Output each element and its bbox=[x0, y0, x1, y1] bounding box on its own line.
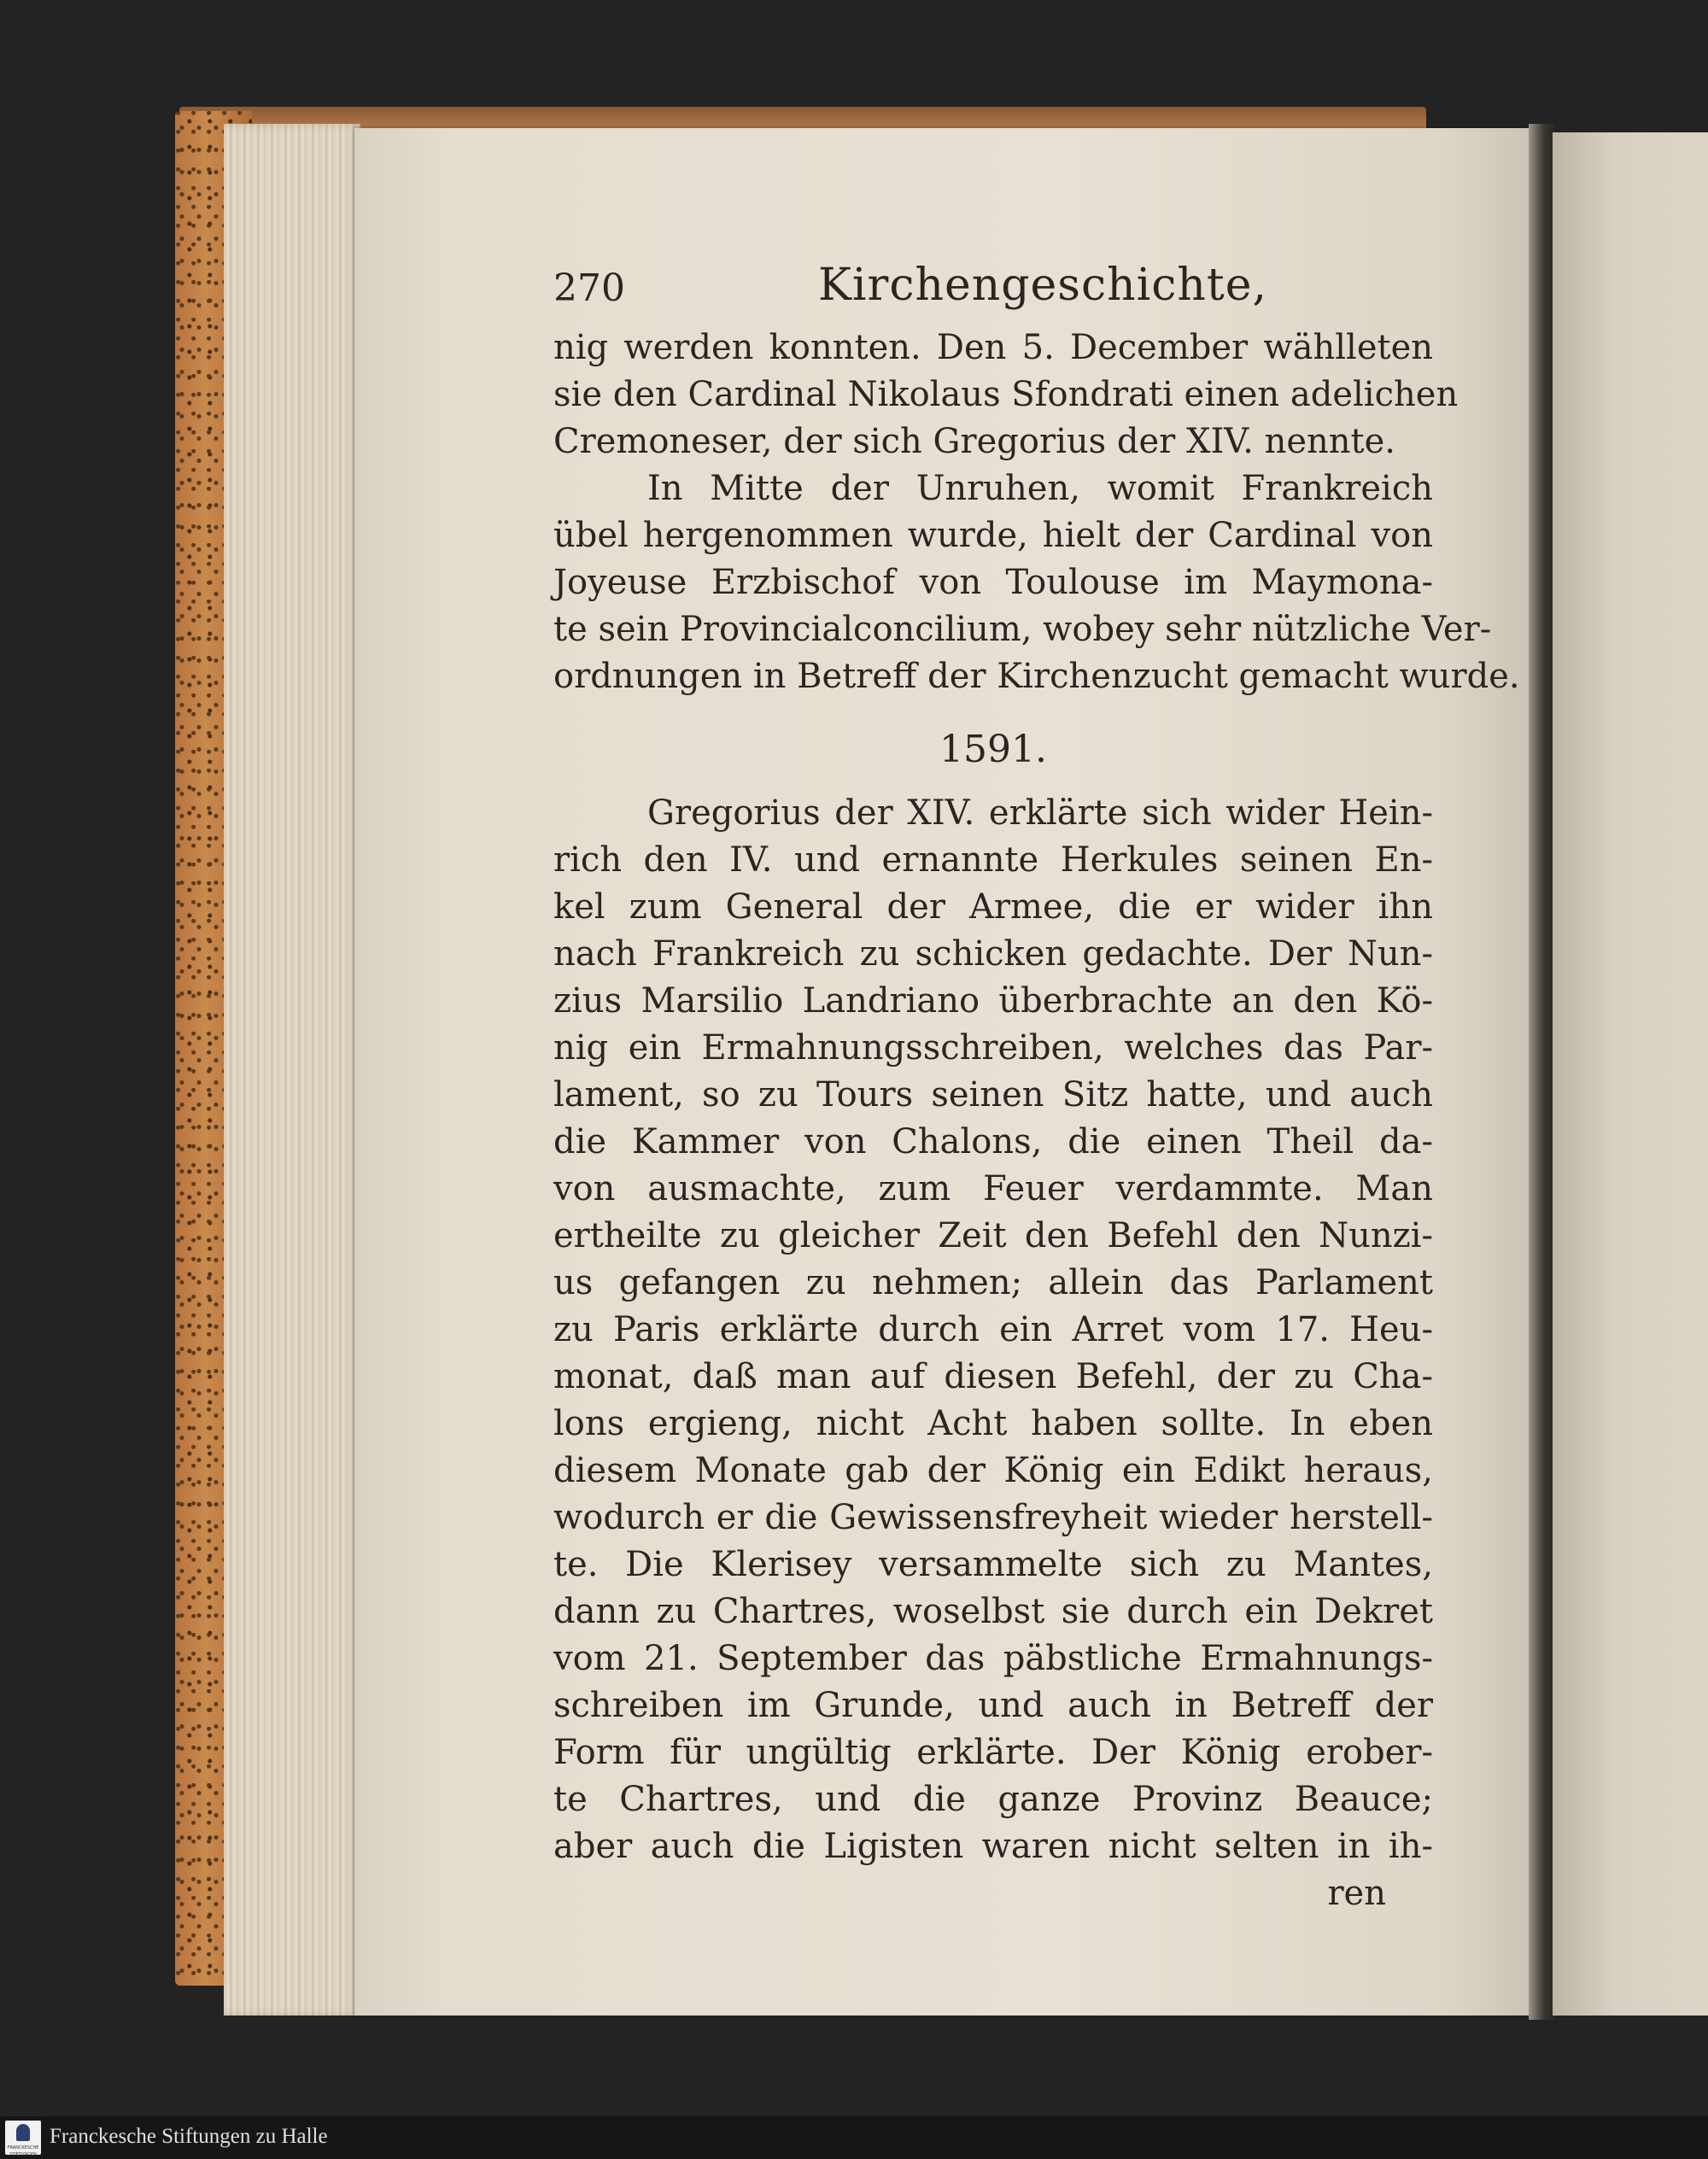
building-icon bbox=[16, 2124, 30, 2141]
text-line: dann zu Chartres, woselbst sie durch ein Dekret bbox=[553, 1592, 1433, 1631]
text-line: rich den IV. und ernannte Herkules seinen En- bbox=[553, 840, 1433, 880]
text-line: vom 21. September das päbstliche Ermahnungs- bbox=[553, 1639, 1433, 1678]
institution-logo[interactable] bbox=[5, 2121, 41, 2155]
text-line: te sein Provincialconcilium, wobey sehr nützliche Ver- bbox=[553, 610, 1492, 649]
text-line: diesem Monate gab der König ein Edikt heraus, bbox=[553, 1451, 1433, 1490]
text-line: kel zum General der Armee, die er wider ihn bbox=[553, 887, 1433, 927]
text-line: schreiben im Grunde, und auch in Betreff der bbox=[553, 1686, 1433, 1725]
paragraph-1591 bbox=[553, 790, 1433, 1870]
text-line: Gregorius der XIV. erklärte sich wider Hein- bbox=[647, 793, 1433, 833]
logo-text: FRANCKESCHE STIFTUNGEN bbox=[7, 2145, 39, 2157]
page-text-block bbox=[553, 256, 1520, 1917]
page-number: 270 bbox=[553, 266, 625, 310]
text-line: nig ein Ermahnungsschreiben, welches das Par- bbox=[553, 1028, 1433, 1068]
book-gutter bbox=[1529, 124, 1554, 2020]
text-line: te Chartres, und die ganze Provinz Beauce; bbox=[553, 1780, 1433, 1819]
text-line: nach Frankreich zu schicken gedachte. Der Nun- bbox=[553, 934, 1433, 974]
text-line: die Kammer von Chalons, die einen Theil da- bbox=[553, 1122, 1433, 1161]
text-line: Cremoneser, der sich Gregorius der XIV. nennte. bbox=[553, 422, 1395, 461]
text-line: Form für ungültig erklärte. Der König erober- bbox=[553, 1733, 1433, 1772]
running-title: Kirchengeschichte, bbox=[818, 260, 1268, 311]
text-line: lons ergieng, nicht Acht haben sollte. In eben bbox=[553, 1404, 1433, 1443]
text-line: In Mitte der Unruhen, womit Frankreich bbox=[647, 469, 1433, 508]
text-line: von ausmachte, zum Feuer verdammte. Man bbox=[553, 1169, 1433, 1208]
text-line: übel hergenommen wurde, hielt der Cardinal von bbox=[553, 516, 1433, 555]
text-line: sie den Cardinal Nikolaus Sfondrati einen adelichen bbox=[553, 375, 1459, 414]
catchword: ren bbox=[1327, 1874, 1386, 1913]
text-line: wodurch er die Gewissensfreyheit wieder herstell- bbox=[553, 1498, 1433, 1537]
book-cover-top-edge bbox=[179, 107, 1426, 131]
page-block-edges bbox=[224, 124, 360, 2016]
text-line: ertheilte zu gleicher Zeit den Befehl den Nunzi- bbox=[553, 1216, 1433, 1255]
text-line: ordnungen in Betreff der Kirchenzucht gemacht wurde. bbox=[553, 657, 1520, 696]
institution-name: Franckesche Stiftungen zu Halle bbox=[50, 2125, 328, 2148]
text-line: zu Paris erklärte durch ein Arret vom 17. Heu- bbox=[553, 1310, 1433, 1349]
text-line: us gefangen zu nehmen; allein das Parlament bbox=[553, 1263, 1433, 1302]
year-heading: 1591. bbox=[939, 728, 1047, 771]
paragraph-provincial-council bbox=[553, 465, 1520, 700]
page-header bbox=[553, 256, 1433, 325]
text-line: nig werden konnten. Den 5. December wählleten bbox=[553, 328, 1433, 367]
text-line: Joyeuse Erzbischof von Toulouse im Maymona- bbox=[553, 563, 1433, 602]
text-line: aber auch die Ligisten waren nicht selten in ih- bbox=[553, 1827, 1433, 1866]
text-line: zius Marsilio Landriano überbrachte an den Kö- bbox=[553, 981, 1433, 1021]
viewer-footer bbox=[0, 2116, 1708, 2159]
text-line: te. Die Klerisey versammelte sich zu Mantes, bbox=[553, 1545, 1433, 1584]
facing-page bbox=[1553, 132, 1708, 2016]
paragraph-continuation bbox=[553, 325, 1459, 465]
text-line: lament, so zu Tours seinen Sitz hatte, und auch bbox=[553, 1075, 1433, 1115]
text-line: monat, daß man auf diesen Befehl, der zu Cha- bbox=[553, 1357, 1433, 1396]
